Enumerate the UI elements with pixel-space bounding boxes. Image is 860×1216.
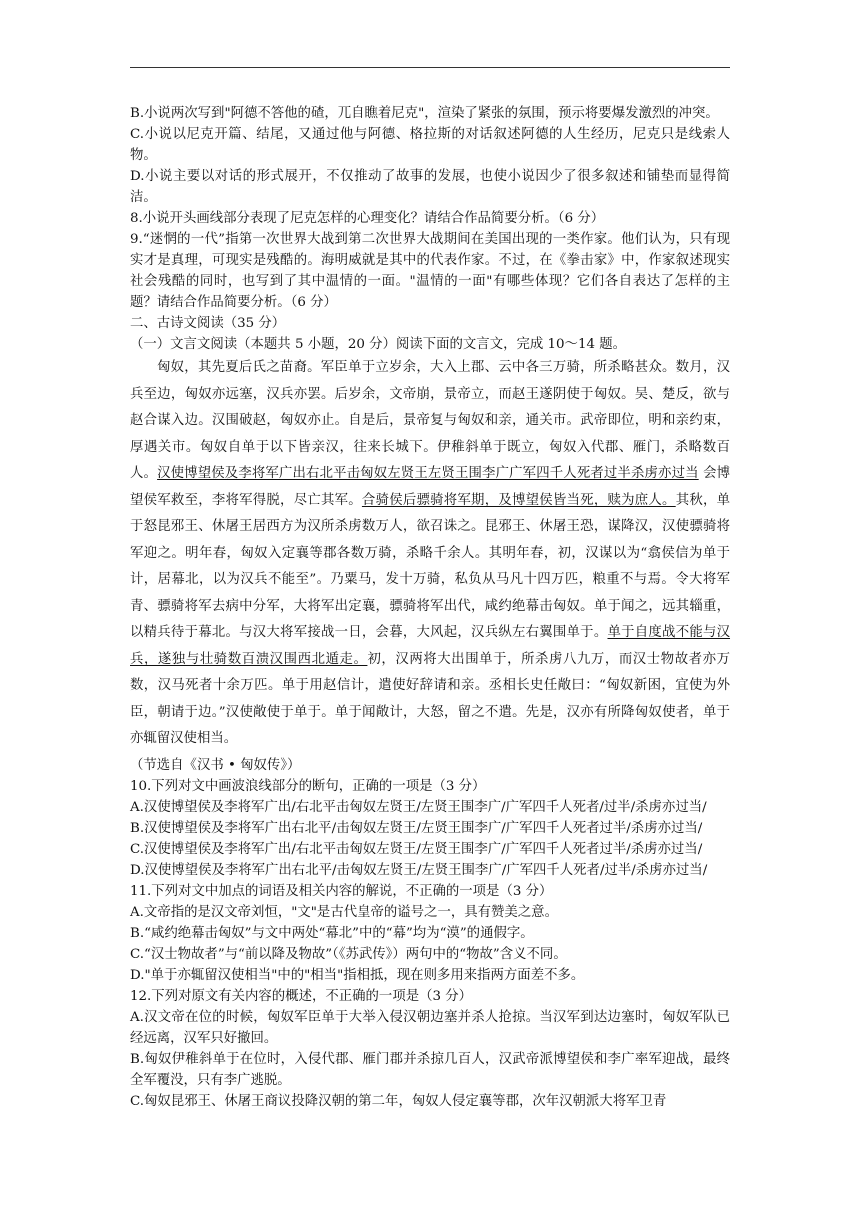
- question-12-stem: 12.下列对原文有关内容的概述，不正确的一项是（3 分）: [130, 988, 473, 1004]
- passage-part-1: 匈奴，其先夏后氏之苗裔。军臣单于立岁余，大入上郡、云中各三万骑，所杀略甚众。数月，汉兵至边，匈奴亦远塞，汉兵亦罢。后岁余，文帝崩，景帝立，而赵王遂阴使于匈奴。吴、楚反，欲与赵合谋入边。汉围破赵，匈奴亦止。自是后，景帝复与匈奴和亲，通关市。武帝即位，明和亲约束，厚遇关市。匈奴自单于以下皆亲汉，往来长城下。伊稚斜单于既立，匈奴入代郡、雁门，杀略数百人。: [130, 360, 730, 481]
- question-9: 9.“迷惘的一代”指第一次世界大战到第二次世界大战期间在美国出现的一类作家。他们认为，只有现实才是真理，可现实是残酷的。海明威就是其中的代表作家。不过，在《拳击家》中，作家叙述现实社会残酷的同时，也写到了其中温情的一面。"温情的一面"有哪些体现？它们各自表达了怎样的主题？请结合作品简要分析。（6 分）: [130, 232, 730, 310]
- passage-source: （节选自《汉书 • 匈奴传》）: [130, 757, 301, 773]
- q7-option-c: C.小说以尼克开篇、结尾，又通过他与阿德、格拉斯的对话叙述阿德的人生经历，尼克只是线索人物。: [130, 127, 730, 163]
- classical-passage: [130, 355, 730, 753]
- q11-option-b: B.“咸约绝幕击匈奴”与文中两处“幕北”中的“幕”均为“漠”的通假字。: [130, 925, 534, 941]
- section-heading: 二、古诗文阅读（35 分）: [130, 316, 286, 331]
- passage-part-3: 其秋，单于怒昆邪王、休屠王居西方为汉所杀虏数万人，欲召诛之。昆邪王、休屠王恐，谋降汉，汉使骠骑将军迎之。明年春，匈奴入定襄等郡各数万骑，杀略千余人。其明年春，初，汉谋以为“翕侯信为单于计，居幕北，以为汉兵不能至”。乃粟马，发十万骑，私负从马凡十四万匹，粮重不与焉。令大将军青、骠骑将军去病中分军，大将军出定襄，骠骑将军出代，咸约绝幕击匈奴。单于闻之，远其辎重，以精兵待于幕北。与汉大将军接战一日，会暮，大风起，汉兵纵左右翼围单于。: [130, 492, 731, 640]
- q10-option-b: B.汉使博望侯及李将军广出右北平/击匈奴左贤王/左贤王围李广/广军四千人死者过半/杀虏亦过当/: [130, 820, 703, 836]
- wavy-underlined-sentence: 汉使博望侯及李将军广出右北平击匈奴左贤王左贤王围李广广军四千人死者过半杀虏亦过当: [157, 466, 699, 481]
- question-11-stem: 11.下列对文中加点的词语及相关内容的解说，不正确的一项是（3 分）: [130, 883, 553, 899]
- q11-option-a: A.文帝指的是汉文帝刘恒，"文"是古代皇帝的谥号之一，具有赞美之意。: [130, 904, 558, 920]
- passage-part-4: 初，汉两将大出围单于，所杀虏八九万，而汉士物故者亦万数，汉马死者十余万匹。单于用赵信计，遣使好辞请和亲。丞相长史任敞曰：“匈奴新困，宜使为外臣，朝请于边。”汉使敞使于单于。单于闻敞计，大怒，留之不遣。先是，汉亦有所降匈奴使者，单于亦辄留汉使相当。: [130, 651, 730, 746]
- q11-option-d: D."单于亦辄留汉使相当"中的"相当"指相抵，现在则多用来指两方面差不多。: [130, 967, 585, 983]
- underlined-sentence-2: 单于自度战不能与汉兵，遂独与壮骑数百溃汉围西北遁走。: [130, 625, 731, 667]
- q7-option-d: D.小说主要以对话的形式展开，不仅推动了故事的发展，也使小说因少了很多叙述和铺垫而显得简洁。: [130, 169, 730, 205]
- q10-option-a: A.汉使博望侯及李将军广出/右北平击匈奴左贤王/左贤王围李广/广军四千人死者/过半/杀虏亦过当/: [130, 799, 707, 815]
- header-rule: [130, 67, 730, 68]
- subsection-heading: （一）文言文阅读（本题共 5 小题，20 分）阅读下面的文言文，完成 10～14 题。: [130, 337, 627, 352]
- q12-option-a: A.汉文帝在位的时候，匈奴军臣单于大举入侵汉朝边塞并杀人抢掠。当汉军到达边塞时，匈奴军队已经远离，汉军只好撤回。: [130, 1009, 730, 1046]
- underlined-sentence-1: 合骑侯后骠骑将军期，及博望侯皆当死，赎为庶人。: [361, 492, 676, 508]
- exam-page: [130, 103, 730, 1112]
- q10-option-d: D.汉使博望侯及李将军广出右北平/击匈奴左贤王/左贤王围李广/广军四千人死者/过半/杀虏亦过当/: [130, 862, 708, 878]
- question-10-stem: 10.下列对文中画波浪线部分的断句，正确的一项是（3 分）: [130, 778, 486, 794]
- question-8: 8.小说开头画线部分表现了尼克怎样的心理变化？请结合作品简要分析。（6 分）: [130, 211, 605, 226]
- q10-option-c: C.汉使博望侯及李将军广出/右北平击匈奴左贤王/左贤王围李广/广军四千人死者过半/杀虏亦过当/: [130, 841, 703, 857]
- q12-option-b: B.匈奴伊稚斜单于在位时，入侵代郡、雁门郡并杀掠几百人，汉武帝派博望侯和李广率军迎战，最终全军覆没，只有李广逃脱。: [130, 1051, 730, 1088]
- passage-part-2: 会博望侯军救至，李将军得脱，尽亡其军。: [130, 466, 731, 508]
- q11-option-c: C.“汉士物故者”与“前以降及物故”（《苏武传》）两句中的“物故”含义不同。: [130, 946, 567, 962]
- q7-option-b: B.小说两次写到"阿德不答他的碴，兀自瞧着尼克"，渲染了紧张的氛围，预示将要爆发激烈的冲突。: [130, 106, 719, 121]
- q12-option-c: C.匈奴昆邪王、休屠王商议投降汉朝的第二年，匈奴人侵定襄等郡，次年汉朝派大将军卫青: [130, 1093, 667, 1109]
